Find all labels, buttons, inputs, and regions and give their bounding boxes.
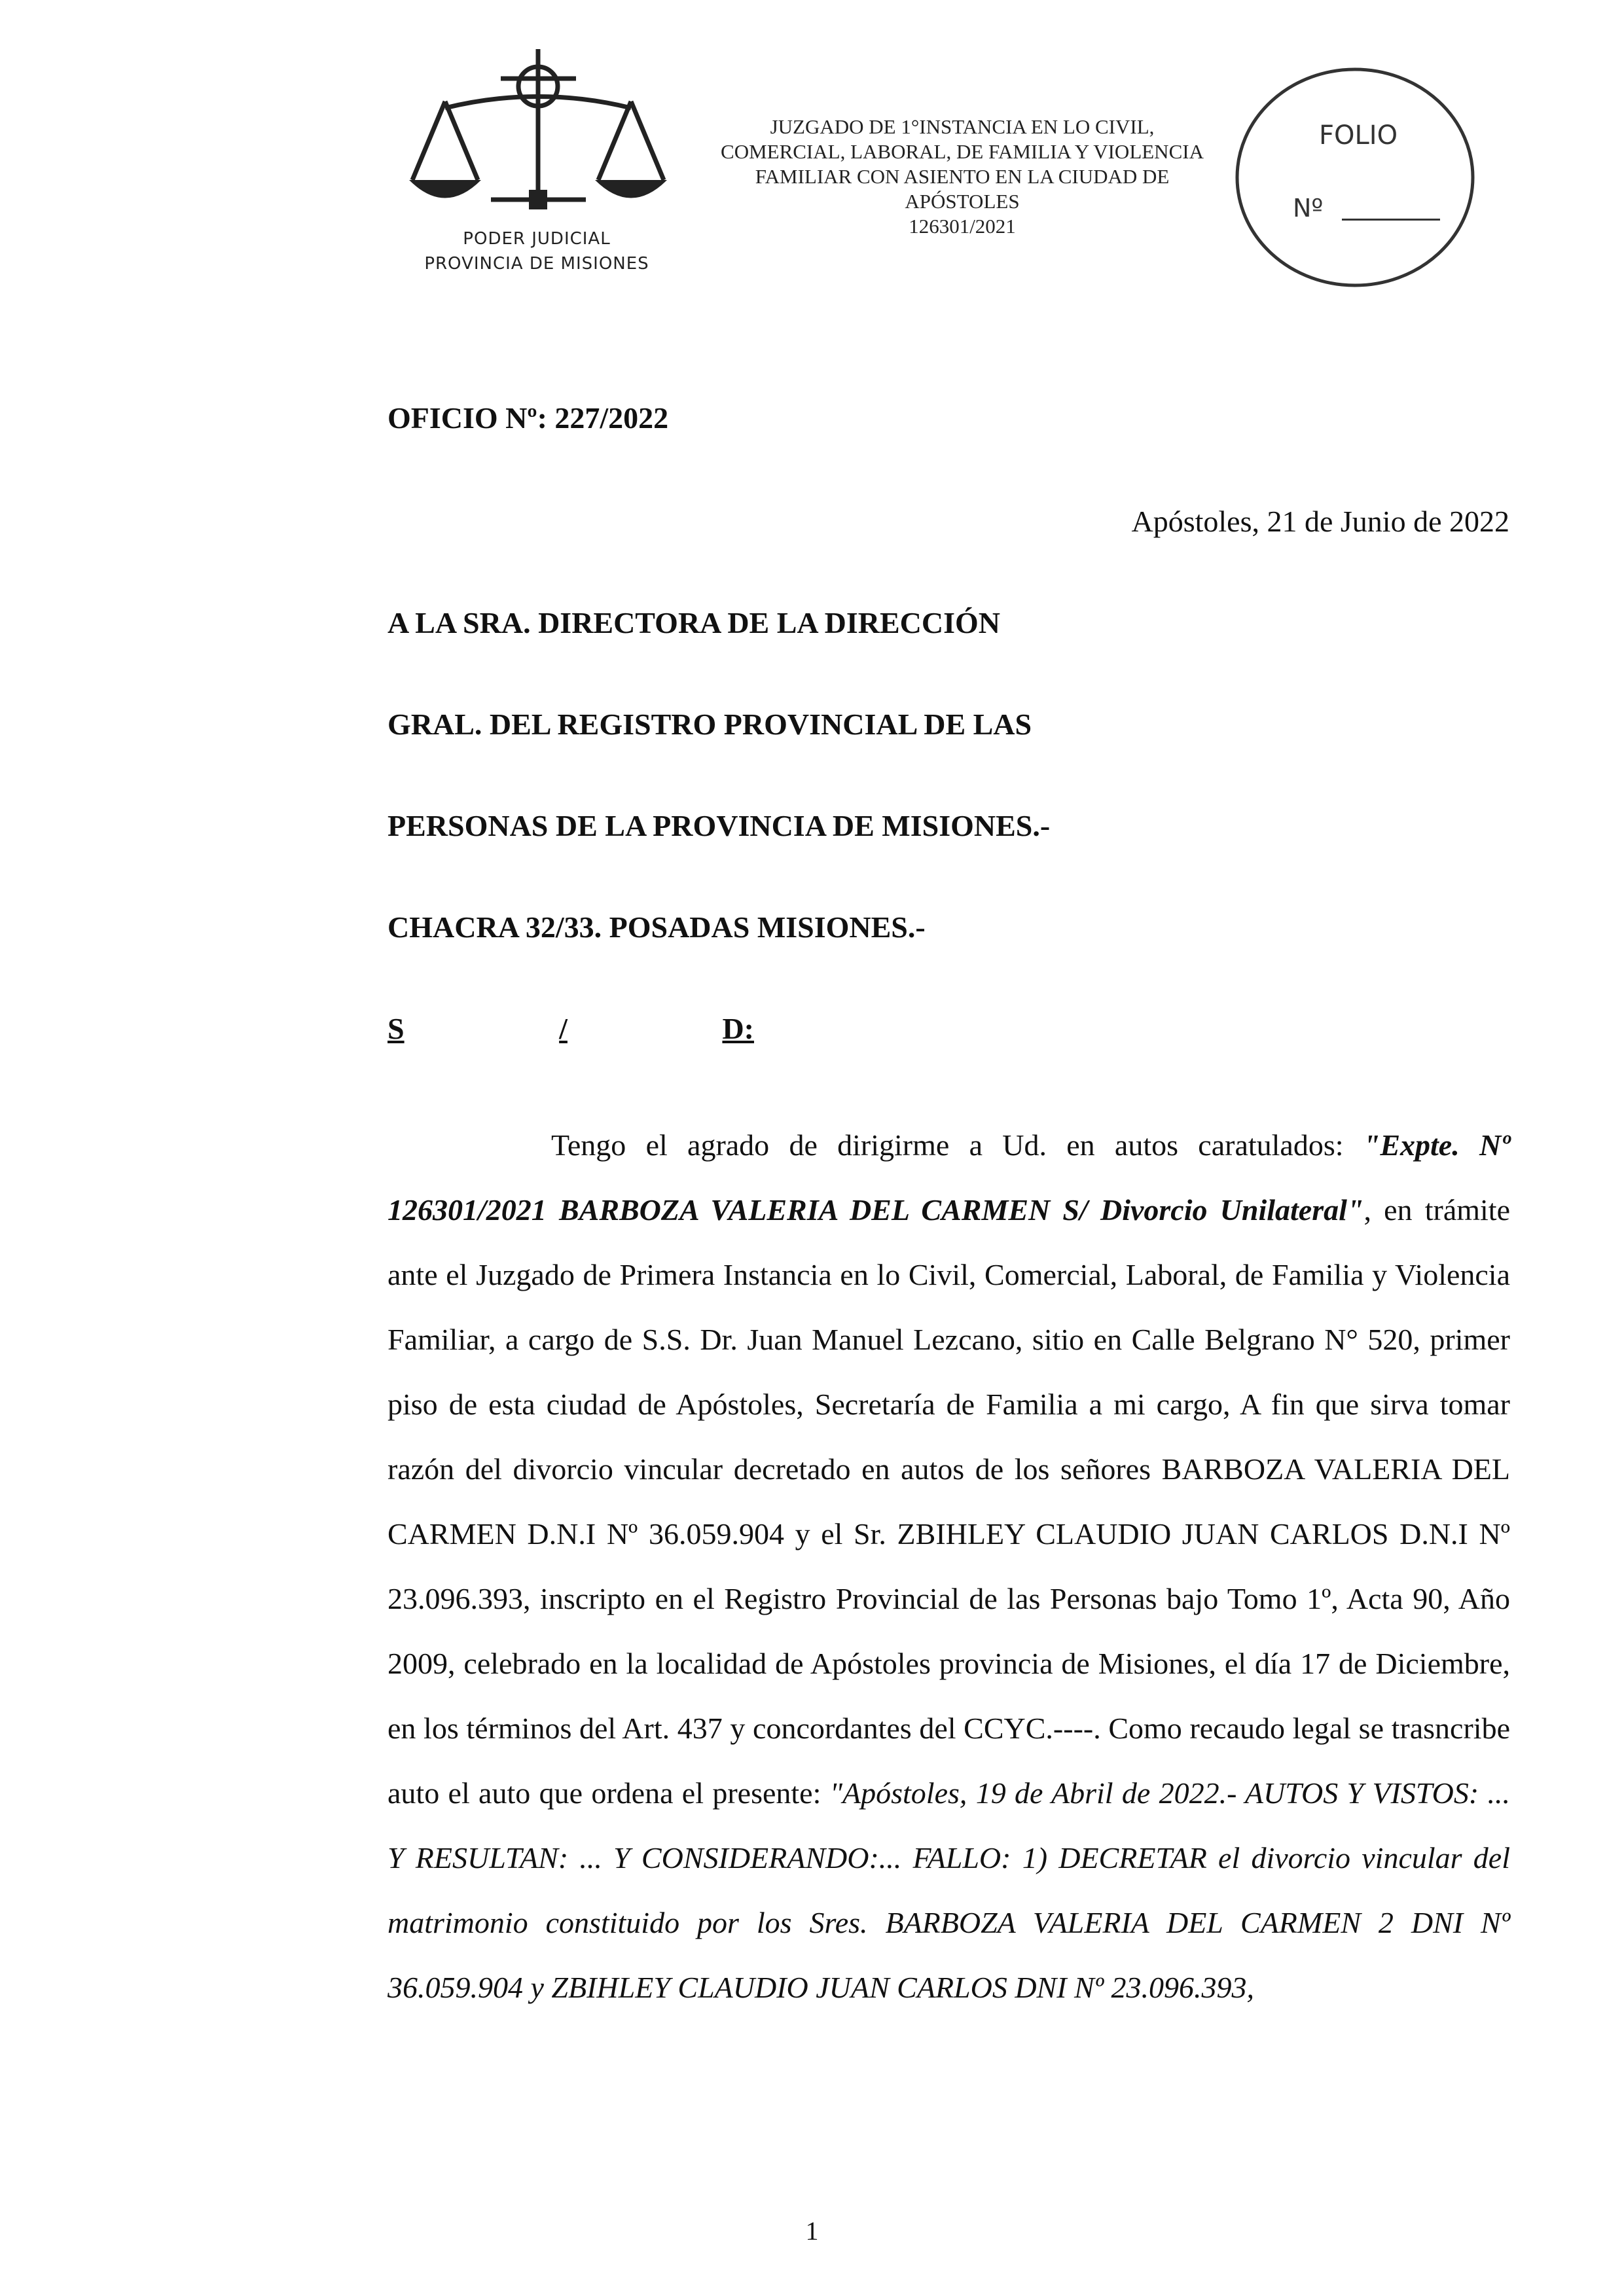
court-line: APÓSTOLES <box>905 190 1020 213</box>
addressee-line: PERSONAS DE LA PROVINCIA DE MISIONES.- <box>388 809 1051 842</box>
logo-text-line1: PODER JUDICIAL <box>463 229 611 249</box>
folio-number-label: Nº <box>1293 194 1324 223</box>
case-number: 126301/2021 <box>909 215 1016 238</box>
case-title: "Expte. Nº 126301/2021 BARBOZA VALERIA DEL CARMEN S/ Divorcio Unilateral" <box>388 1128 1510 1227</box>
court-header <box>681 115 1244 239</box>
body-paragraph <box>388 1113 1510 2020</box>
court-line: FAMILIAR CON ASIENTO EN LA CIUDAD DE <box>755 165 1170 188</box>
addressee-line: GRAL. DEL REGISTRO PROVINCIAL DE LAS <box>388 708 1032 741</box>
folio-stamp <box>1231 63 1479 292</box>
scales-of-justice-icon <box>393 39 681 229</box>
oficio-number: OFICIO Nº: 227/2022 <box>388 401 669 435</box>
salutation-sd <box>388 1011 754 1046</box>
document-date: Apóstoles, 21 de Junio de 2022 <box>1131 505 1509 538</box>
body-text <box>388 1113 1510 2020</box>
ruling-quote: "Apóstoles, 19 de Abril de 2022.- AUTOS Y VISTOS: ... Y RESULTAN: ... Y CONSIDERANDO:... FALLO: 1) DECRETAR el divorcio vincular del matrimonio constituido por los Sres. BARBOZA VALERIA DEL CARMEN 2 DNI Nº 36.059.904 y ZBIHLEY CLAUDIO JUAN CARLOS DNI Nº 23.096.393, <box>388 1776 1510 2004</box>
salutation-d: D: <box>722 1012 754 1045</box>
folio-label: FOLIO <box>1319 120 1398 151</box>
folio-number-blank <box>1342 219 1440 221</box>
judicial-logo <box>393 39 681 288</box>
logo-text-line2: PROVINCIA DE MISIONES <box>424 254 649 274</box>
salutation-s: S <box>388 1012 405 1045</box>
addressee-line: A LA SRA. DIRECTORA DE LA DIRECCIÓN <box>388 606 1000 639</box>
salutation-slash: / <box>559 1012 568 1045</box>
body-intro: Tengo el agrado de dirigirme a Ud. en autos caratulados: <box>551 1128 1363 1162</box>
folio-circle-icon <box>1231 63 1479 292</box>
court-line: COMERCIAL, LABORAL, DE FAMILIA Y VIOLENCIA <box>721 140 1204 163</box>
body-main: , en trámite ante el Juzgado de Primera Instancia en lo Civil, Comercial, Laboral, de Familia y Violencia Familiar, a cargo de S.S. Dr. Juan Manuel Lezcano, sitio en Calle Belgrano N° 520, primer piso de esta ciudad de Apóstoles, Secretaría de Familia a mi cargo, A fin que sirva tomar razón del divorcio vincular decretado en autos de los señores BARBOZA VALERIA DEL CARMEN D.N.I Nº 36.059.904 y el Sr. ZBIHLEY CLAUDIO JUAN CARLOS D.N.I Nº 23.096.393, inscripto en el Registro Provincial de las Personas bajo Tomo 1º, Acta 90, Año 2009, celebrado en la localidad de Apóstoles provincia de Misiones, el día 17 de Diciembre, en los términos del Art. 437 y concordantes del CCYC.----. Como recaudo legal se trasncribe auto el auto que ordena el presente: <box>388 1193 1510 1810</box>
page-number: 1 <box>805 2216 819 2246</box>
court-line: JUZGADO DE 1°INSTANCIA EN LO CIVIL, <box>770 115 1155 138</box>
addressee-line: CHACRA 32/33. POSADAS MISIONES.- <box>388 910 926 944</box>
